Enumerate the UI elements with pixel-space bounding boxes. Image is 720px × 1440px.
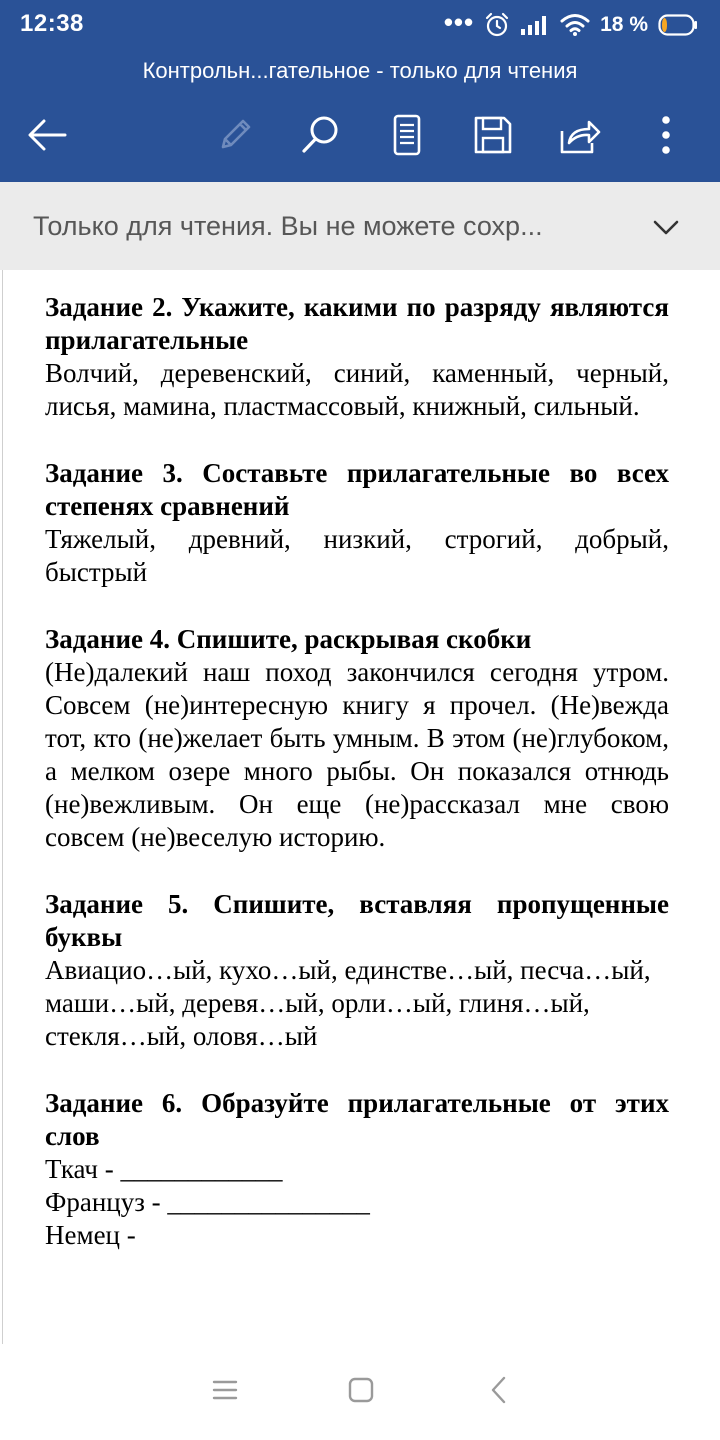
task-line: маши…ый, деревя…ый, орли…ый, глиня…ый, стекля…ый, оловя…ый — [45, 988, 590, 1051]
document-view[interactable] — [0, 270, 720, 1344]
task-line: Авиацио…ый, кухо…ый, единстве…ый, песча…ый, — [45, 955, 651, 985]
page-edge — [2, 270, 3, 1344]
home-square-icon — [348, 1377, 374, 1408]
task-line: Немец - — [45, 1220, 136, 1250]
notification-dots: ••• — [443, 7, 475, 37]
task-title: Задание 3. Составьте прилагательные во всех степенях сравнений — [45, 458, 669, 521]
read-only-info-bar[interactable] — [0, 182, 720, 270]
search-button[interactable] — [291, 107, 351, 167]
more-icon — [660, 115, 672, 160]
home-button[interactable] — [341, 1372, 381, 1412]
status-time: 12:38 — [20, 10, 84, 37]
title-bar — [0, 50, 720, 92]
menu-button[interactable] — [205, 1372, 245, 1412]
alarm-icon — [484, 12, 510, 38]
mobile-view-button[interactable] — [377, 107, 437, 167]
task-4 — [45, 623, 669, 854]
back-nav-button[interactable] — [479, 1372, 519, 1412]
search-icon — [300, 114, 342, 161]
back-button[interactable] — [17, 107, 77, 167]
battery-icon — [658, 13, 698, 37]
share-button[interactable] — [550, 107, 610, 167]
task-text: Тяжелый, древний, низкий, строгий, добрый, быстрый — [45, 524, 669, 587]
signal-icon — [520, 13, 550, 37]
share-icon — [559, 115, 601, 160]
edit-pencil-icon — [215, 115, 255, 160]
wifi-icon — [560, 13, 590, 37]
task-text: Волчий, деревенский, синий, каменный, черный, лисья, мамина, пластмассовый, книжный, сильный. — [45, 358, 669, 421]
task-title: Задание 5. Спишите, вставляя пропущенные буквы — [45, 889, 669, 952]
read-only-message: Только для чтения. Вы не можете сохр... — [33, 211, 543, 241]
more-button[interactable] — [636, 107, 696, 167]
task-title: Задание 4. Спишите, раскрывая скобки — [45, 624, 532, 654]
menu-icon — [212, 1379, 238, 1406]
edit-button[interactable] — [205, 107, 265, 167]
document-title: Контрольн...гательное - только для чтения — [142, 58, 578, 83]
mobile-view-icon — [392, 114, 422, 161]
task-title: Задание 6. Образуйте прилагательные от этих слов — [45, 1088, 669, 1151]
task-title: Задание 2. Укажите, какими по разряду являются прилагательные — [45, 292, 669, 355]
task-line: Француз - _______________ — [45, 1187, 370, 1217]
status-bar — [0, 0, 720, 50]
app-toolbar — [0, 92, 720, 182]
save-icon — [473, 115, 513, 160]
task-6 — [45, 1087, 669, 1252]
system-nav-bar — [0, 1344, 720, 1440]
task-line: Ткач - ____________ — [45, 1154, 283, 1184]
back-chevron-icon — [489, 1376, 509, 1409]
back-arrow-icon — [27, 118, 67, 157]
status-icons — [444, 9, 698, 41]
battery-percent: 18 % — [600, 13, 648, 36]
save-button[interactable] — [463, 107, 523, 167]
task-3 — [45, 457, 669, 589]
task-5 — [45, 888, 669, 1053]
task-text: (Не)далекий наш поход закончился сегодня утром. Совсем (не)интересную книгу я прочел. (Не)вежда тот, кто (не)желает быть умным. В этом (не)глубоком, а мелком озере много рыбы. Он показался отнюдь (не)вежливым. Он еще (не)рассказал мне свою совсем (не)веселую историю. — [45, 657, 669, 852]
task-2 — [45, 291, 669, 423]
document-page — [45, 291, 669, 1286]
chevron-down-icon[interactable] — [652, 213, 680, 241]
